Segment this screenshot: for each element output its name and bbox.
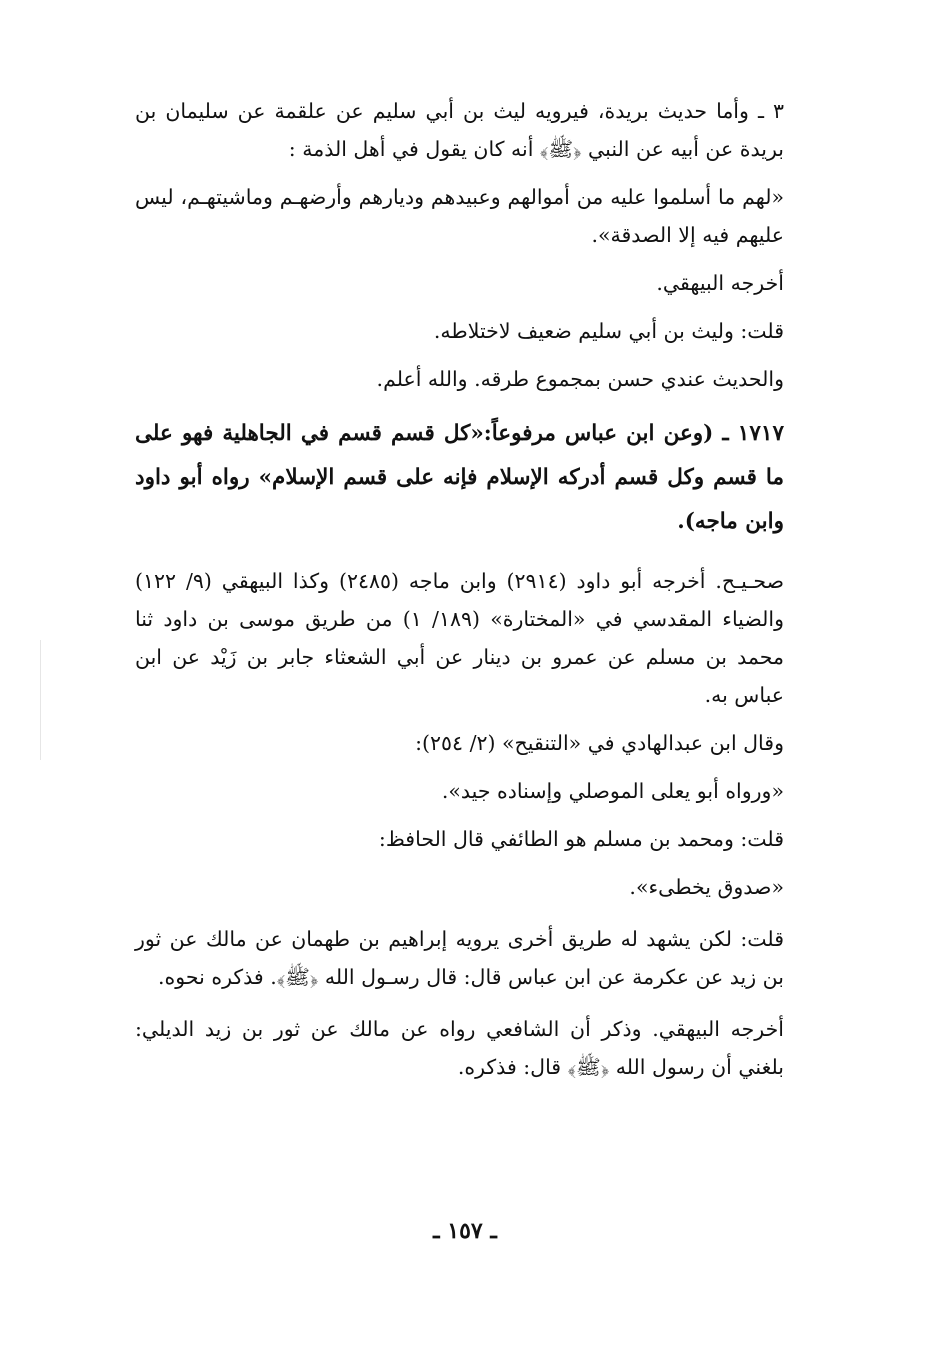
paragraph-quote-ahl-al-dhimmah: «لهم ما أسلموا عليه من أموالهم وعبيدهم وديارهم وأرضهـم وماشيتهـم، ليس عليهم فيه إلا الصدقة». bbox=[135, 185, 784, 247]
paragraph-sahih-takhrij: صحـيـح. أخرجه أبو داود (٢٩١٤) وابن ماجه (٢٤٨٥) وكذا البيهقي (٩/ ١٢٢) والضياء المقدسي في «المختارة» (١٨٩/ ١) من طريق موسى بن داود ثنا محمد بن مسلم عن عمرو بن دينار عن أبي الشعثاء جابر بن زَيْد عن ابن عباس به. bbox=[135, 569, 784, 707]
page-body bbox=[135, 92, 820, 1086]
paragraph-ibn-abdulhadi: وقال ابن عبدالهادي في «التنقيح» (٢/ ٢٥٤): bbox=[415, 731, 784, 755]
paragraph-layth-note: قلت: وليث بن أبي سليم ضعيف لاختلاطه. bbox=[433, 319, 784, 343]
paragraph-buraidah-hadith: ٣ ـ وأما حديث بريدة، فيرويه ليث بن أبي سليم عن علقمة عن سليمان بن بريدة عن أبيه عن النبي ﴿ﷺ﴾ أنه كان يقول في أهل الذمة : bbox=[135, 99, 784, 161]
paragraph-hadith-grading: والحديث عندي حسن بمجموع طرقه. والله أعلم. bbox=[376, 367, 784, 391]
page-number: ـ ١٥٧ ـ bbox=[433, 1218, 497, 1244]
paragraph-abu-yala-quote: «ورواه أبو يعلى الموصلي وإسناده جيد». bbox=[441, 779, 784, 803]
paragraph-hadith-1717: ١٧١٧ ـ (وعن ابن عباس مرفوعاً:«كل قسم قسم في الجاهلية فهو على ما قسم وكل قسم أدركه الإسلام فإنه على قسم الإسلام» رواه أبو داود وابن ماجه). bbox=[135, 421, 784, 534]
paragraph-supporting-route: قلت: لكن يشهد له طريق أخرى يرويه إبراهيم بن طهمان عن مالك عن ثور بن زيد عن عكرمة عن ابن عباس قال: قال رسـول الله ﴿ﷺ﴾. فذكره نحوه. bbox=[135, 927, 784, 989]
margin-mark bbox=[40, 640, 41, 760]
paragraph-shafii-report: أخرجه البيهقي. وذكر أن الشافعي رواه عن مالك عن ثور بن زيد الديلي: بلغني أن رسول الله ﴿ﷺ﴾ قال: فذكره. bbox=[135, 1017, 784, 1079]
paragraph-takhrij-bayhaqi: أخرجه البيهقي. bbox=[656, 271, 784, 295]
paragraph-muhammad-ibn-muslim: قلت: ومحمد بن مسلم هو الطائفي قال الحافظ: bbox=[378, 827, 784, 851]
paragraph-hafiz-quote: «صدوق يخطىء». bbox=[629, 875, 784, 899]
